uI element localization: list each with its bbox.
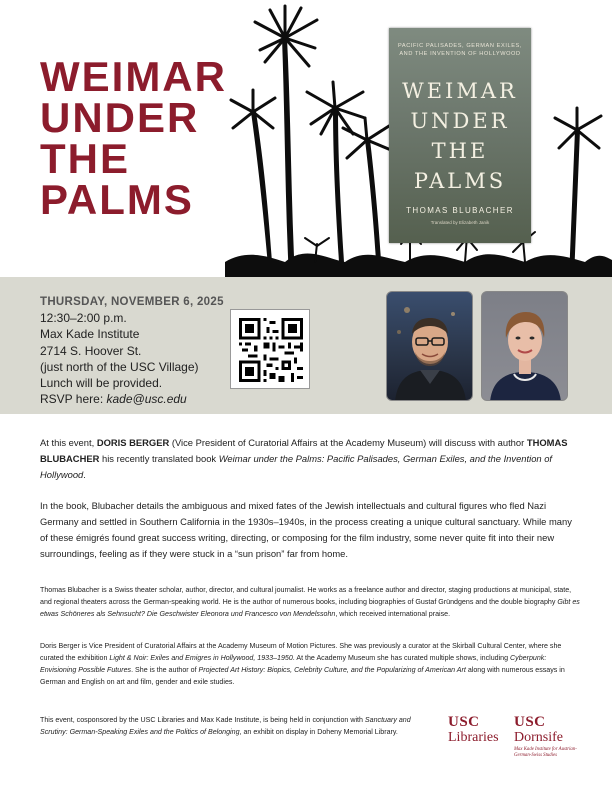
text-run: This event, cosponsored by the USC Libraries and Max Kade Institute, is being held in conjunction with bbox=[40, 716, 365, 724]
text-run: . bbox=[83, 469, 86, 480]
book-cover-subtitle: PACIFIC PALISADES, GERMAN EXILES, AND THE INVENTION OF HOLLYWOOD bbox=[397, 43, 523, 57]
usc-dornsife-logo bbox=[514, 715, 584, 759]
speaker-photo-blubacher bbox=[386, 291, 473, 401]
bio-blubacher bbox=[40, 584, 580, 620]
intro-paragraph bbox=[40, 435, 575, 483]
title-line: WEIMAR bbox=[40, 53, 227, 100]
logo-usc-text: USC bbox=[514, 714, 546, 730]
event-date: THURSDAY, NOVEMBER 6, 2025 bbox=[40, 296, 224, 308]
book-title: Weimar under the Palms: Pacific Palisades, German Exiles, and the Invention of Hollywood bbox=[40, 453, 553, 480]
book-summary-paragraph: In the book, Blubacher details the ambiguous and mixed fates of the Jewish intellectuals and cultural figures who fled Nazi Germany and settled in Southern California in the 1930s–1940s, in the process creating a unique cultural sanctuary. While many of these émigrés found great success writing, directing, or composing for the film industry, some never quite fit into their new surroundings, feeling as if they were stuck in a “sun prison” far from home. bbox=[40, 500, 572, 559]
text-run: along with numerous essays in German and English on art and film, gender and exile studies. bbox=[40, 666, 565, 686]
text-run: , an exhibit on display in Doheny Memorial Library. bbox=[239, 728, 398, 736]
speaker-portrait-icon bbox=[482, 292, 568, 401]
cosponsor-note bbox=[40, 714, 430, 738]
logo-dornsife-text: Dornsife bbox=[514, 730, 563, 745]
qr-code[interactable] bbox=[230, 309, 310, 389]
title-line: THE bbox=[40, 135, 130, 182]
qr-code-icon bbox=[239, 318, 303, 382]
book-cover-title-line: PALMS bbox=[413, 169, 507, 193]
text-run: Thomas Blubacher is a Swiss theater scholar, author, director, and cultural journalist. He works as a freelance author and director, staging productions at municipal, state, and regional theaters across the German-speaking world. He is the author of numerous books, including biographies of Gustaf Gründgens and the double biography bbox=[40, 586, 572, 606]
event-lunch: Lunch will be provided. bbox=[40, 376, 163, 391]
rsvp-line bbox=[40, 391, 240, 407]
title-line: UNDER bbox=[40, 94, 200, 141]
bio-berger bbox=[40, 640, 580, 688]
rsvp-email-link[interactable]: kade@usc.edu bbox=[106, 392, 187, 407]
book-cover-title-line: WEIMAR bbox=[402, 79, 518, 103]
event-details bbox=[40, 294, 240, 407]
speaker-name-berger: DORIS BERGER bbox=[96, 437, 170, 448]
book-cover-translator: Translated by Elizabeth Janik bbox=[430, 220, 490, 225]
exhibition-title: Light & Noir: Exiles and Emigres in Hollywood, 1933–1950 bbox=[109, 654, 293, 662]
logo-usc-text: USC bbox=[448, 714, 480, 730]
logo-libraries-text: Libraries bbox=[448, 730, 499, 745]
event-directions: (just north of the USC Village) bbox=[40, 359, 199, 374]
book-title: Gibt es etwas Schöneres als Sehnsucht? Die Geschwister Eleonora und Francesco von Mendelssohn bbox=[40, 598, 580, 618]
speaker-name-blubacher: THOMAS BLUBACHER bbox=[40, 437, 568, 464]
book-cover-title-line: THE bbox=[431, 139, 489, 163]
title-line: PALMS bbox=[40, 176, 194, 223]
text-run: At this event, bbox=[40, 437, 97, 448]
speaker-portrait-icon bbox=[387, 292, 473, 401]
event-time: 12:30–2:00 p.m. bbox=[40, 311, 127, 326]
text-run: his recently translated book bbox=[99, 453, 219, 464]
book-cover-image bbox=[389, 28, 531, 243]
speaker-photo-berger bbox=[481, 291, 568, 401]
exhibition-title: Cyberpunk: Envisioning Possible Futures bbox=[40, 654, 547, 674]
logo-institute-text: Max Kade Institute for Austrian-German-Swiss Studies bbox=[514, 747, 577, 758]
book-cover-author: THOMAS BLUBACHER bbox=[406, 206, 514, 215]
text-run: , which received international praise. bbox=[335, 610, 451, 618]
rsvp-label: RSVP here: bbox=[40, 392, 107, 407]
event-venue: Max Kade Institute bbox=[40, 327, 140, 342]
text-run: . At the Academy Museum she has curated multiple shows, including bbox=[292, 654, 511, 662]
text-run: Doris Berger is Vice President of Curatorial Affairs at the Academy Museum of Motion Pictures. She was previously a curator at the Skirball Cultural Center, where she curated the exhibition bbox=[40, 642, 562, 662]
book-cover-title-line: UNDER bbox=[410, 109, 510, 133]
event-street: 2714 S. Hoover St. bbox=[40, 343, 142, 358]
text-run: (Vice President of Curatorial Affairs at the Academy Museum) will discuss with author bbox=[169, 437, 527, 448]
book-title: Projected Art History: Biopics, Celebrity Culture, and the Popularizing of American Art bbox=[198, 666, 466, 674]
text-run: . She is the author of bbox=[131, 666, 199, 674]
book-cover-title bbox=[389, 76, 531, 196]
usc-libraries-logo bbox=[448, 715, 508, 746]
exhibit-title: Sanctuary and Scrutiny: German-Speaking Exiles and the Politics of Belonging bbox=[40, 716, 411, 736]
